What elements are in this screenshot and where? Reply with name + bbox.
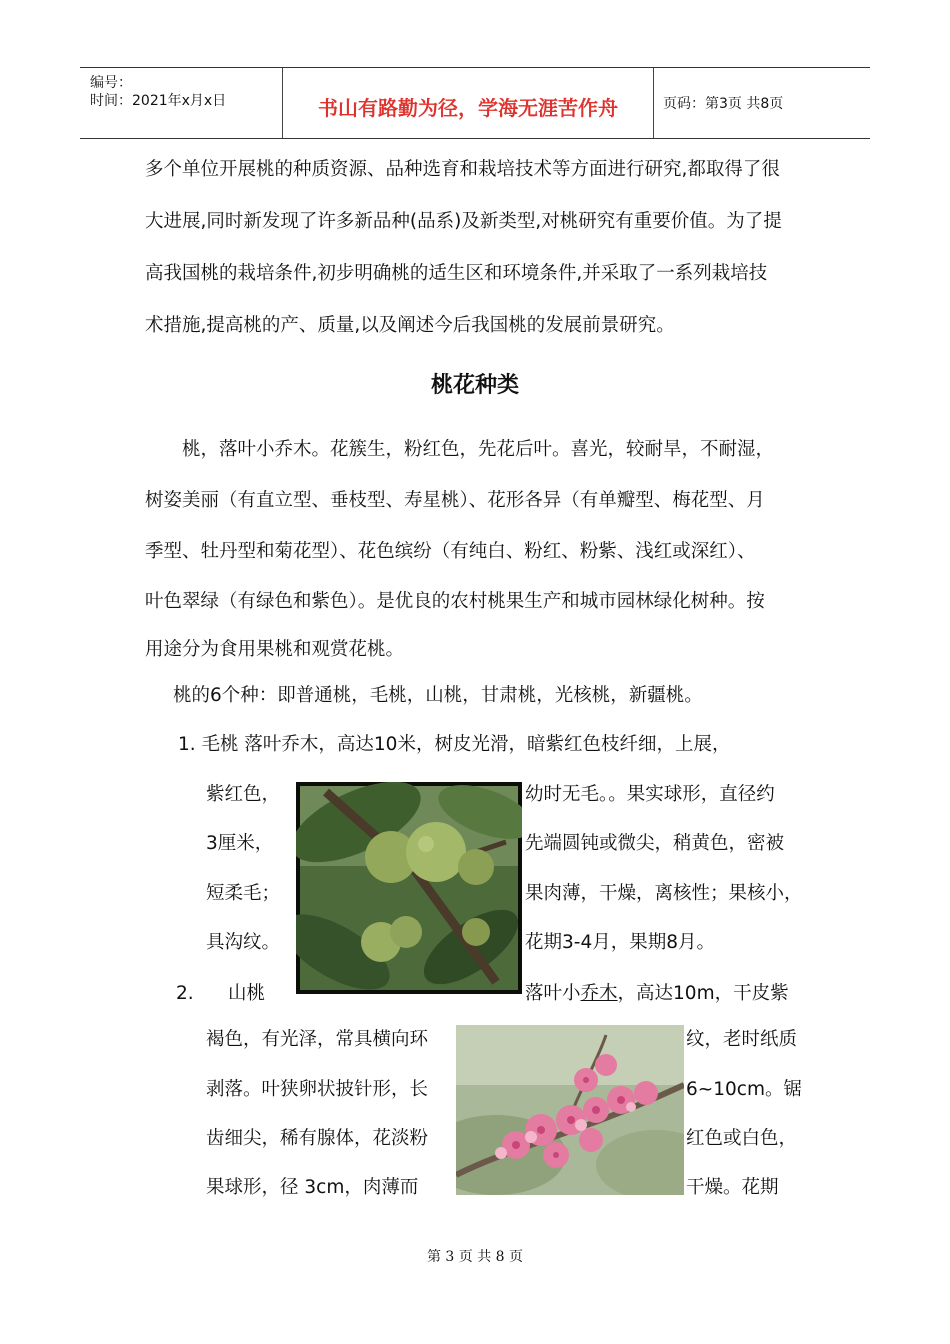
peach-blossom-photo — [456, 1025, 684, 1195]
item2-left-line: 剥落。叶狭卵状披针形，长 — [206, 1079, 429, 1100]
header-motto-cell — [282, 68, 654, 138]
header-meta-cell — [80, 68, 282, 138]
description-line: 用途分为食用果桃和观赏花桃。 — [145, 639, 405, 660]
item1-lead: 1. 毛桃 落叶乔木，高达10米，树皮光滑，暗紫红色枝纤细，上展， — [178, 734, 731, 755]
header-table — [80, 67, 870, 139]
description-line: 桃，落叶小乔木。花簇生，粉红色，先花后叶。喜光，较耐旱，不耐湿， — [182, 439, 775, 460]
description-line: 树姿美丽（有直立型、垂枝型、寿星桃）、花形各异（有单瓣型、梅花型、月 — [145, 490, 765, 511]
intro-line: 大进展,同时新发现了许多新品种(品系)及新类型,对桃研究有重要价值。为了提 — [145, 211, 782, 232]
item2-number: 2. — [176, 983, 194, 1004]
intro-line: 高我国桃的栽培条件,初步明确桃的适生区和环境条件,并采取了一系列栽培技 — [145, 263, 768, 284]
item1-right-line: 幼时无毛。。果实球形，直径约 — [525, 784, 775, 805]
description-line: 叶色翠绿（有绿色和紫色）。是优良的农村桃果生产和城市园林绿化树种。按 — [145, 591, 765, 612]
item2-right-line: 干燥。花期 — [686, 1177, 779, 1198]
item1-left-line: 短柔毛； — [206, 883, 281, 904]
header-page-cell — [653, 68, 870, 138]
item2-right-line: 红色或白色， — [686, 1128, 798, 1149]
item2-right-line: 纹，老时纸质 — [686, 1029, 798, 1050]
item1-left-line: 紫红色， — [206, 784, 281, 805]
item2-lead-text: ，高达10m，干皮紫 — [617, 983, 789, 1004]
page-label: 页码：第3页 共8页 — [663, 96, 784, 112]
species-line: 桃的6个种：即普通桃，毛桃，山桃，甘肃桃，光核桃，新疆桃。 — [173, 685, 703, 706]
item1-right-line: 果肉薄，干燥，离核性；果核小， — [525, 883, 803, 904]
item2-lead-text: 落叶小 — [525, 983, 581, 1004]
tree-link-text: 乔木 — [580, 983, 618, 1004]
item2-right-line: 6~10cm。锯 — [686, 1079, 803, 1100]
item1-right-line: 先端圆钝或微尖，稍黄色，密被 — [525, 833, 785, 854]
intro-line: 术措施,提高桃的产、质量,以及阐述今后我国桃的发展前景研究。 — [145, 315, 675, 336]
item1-left-line: 具沟纹。 — [206, 932, 281, 953]
fuzzy-peach-photo — [296, 782, 522, 994]
item2-left-line: 齿细尖，稀有腺体，花淡粉 — [206, 1128, 429, 1149]
item1-right-line: 花期3-4月，果期8月。 — [525, 932, 715, 953]
item2-left-line: 褐色，有光泽，常具横向环 — [206, 1029, 429, 1050]
description-line: 季型、牡丹型和菊花型）、花色缤纷（有纯白、粉红、粉紫、浅红或深红）、 — [145, 541, 756, 562]
intro-line: 多个单位开展桃的种质资源、品种选育和栽培技术等方面进行研究,都取得了很 — [145, 159, 780, 180]
motto: 书山有路勤为径，学海无涯苦作舟 — [318, 96, 618, 120]
item2-lead-right — [525, 981, 789, 1007]
time-label: 时间：2021年x月x日 — [90, 93, 227, 109]
page-footer: 第 3 页 共 8 页 — [426, 1249, 524, 1265]
section-title: 桃花种类 — [430, 373, 519, 398]
item1-left-line: 3厘米， — [206, 833, 274, 854]
item2-name: 山桃 — [228, 983, 266, 1004]
number-label: 编号： — [90, 75, 132, 91]
item2-left-line: 果球形，径 3cm，肉薄而 — [206, 1177, 419, 1198]
